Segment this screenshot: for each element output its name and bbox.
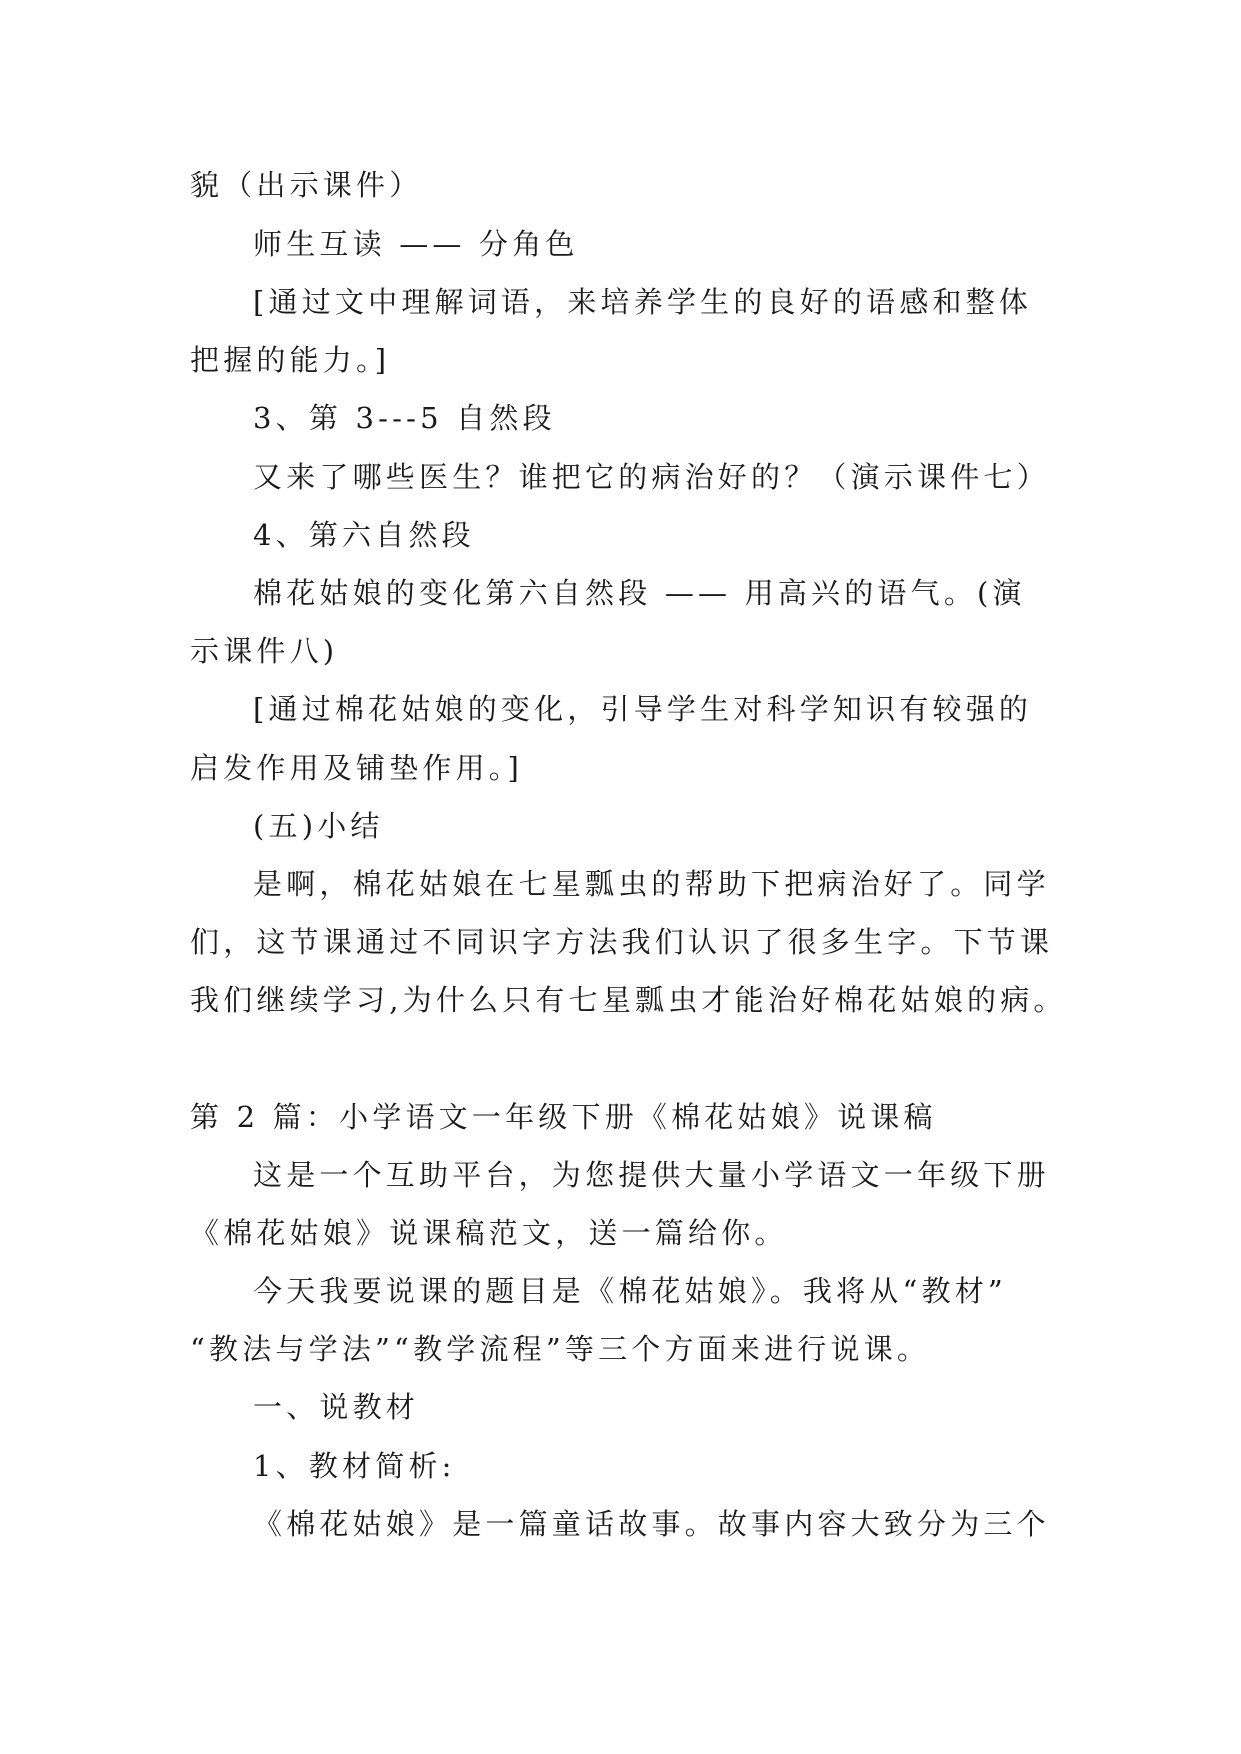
section-heading: 一、说教材: [253, 1390, 420, 1424]
text-line: 是啊，棉花姑娘在七星瓢虫的帮助下把病治好了。同学: [253, 867, 1050, 901]
text-line: 3、第 3---5 自然段: [253, 401, 556, 435]
text-line: 们，这节课通过不同识字方法我们认识了很多生字。下节课: [190, 925, 1054, 959]
section-heading: (五)小结: [253, 809, 384, 843]
text-line: 这是一个互助平台，为您提供大量小学语文一年级下册: [253, 1158, 1050, 1192]
text-line: 启发作用及铺垫作用。]: [190, 751, 524, 785]
text-line: 4、第六自然段: [253, 518, 475, 552]
text-line: 师生互读 —— 分角色: [253, 227, 579, 261]
text-line: 示课件八): [190, 634, 339, 668]
text-line: 《棉花姑娘》说课稿范文，送一篇给你。: [190, 1216, 788, 1250]
text-line: [通过棉花姑娘的变化，引导学生对科学知识有较强的: [253, 692, 1033, 726]
text-line: 今天我要说课的题目是《棉花姑娘》。我将从“教材”: [253, 1274, 1007, 1308]
article-title: 第 2 篇：小学语文一年级下册《棉花姑娘》说课稿: [190, 1100, 937, 1134]
text-line: [通过文中理解词语，来培养学生的良好的语感和整体: [253, 285, 1033, 319]
text-line: 貌（出示课件）: [190, 168, 423, 202]
text-line: 把握的能力。]: [190, 343, 391, 377]
text-line: 棉花姑娘的变化第六自然段 —— 用高兴的语气。(演: [253, 576, 1026, 610]
text-line: 《棉花姑娘》是一篇童话故事。故事内容大致分为三个: [253, 1507, 1050, 1541]
text-line: 又来了哪些医生？谁把它的病治好的？（演示课件七）: [253, 460, 1050, 494]
subsection-heading: 1、教材简析:: [253, 1449, 456, 1483]
text-line: “教法与学法”“教学流程”等三个方面来进行说课。: [190, 1332, 931, 1366]
text-line: 我们继续学习,为什么只有七星瓢虫才能治好棉花姑娘的病。: [190, 983, 1067, 1017]
